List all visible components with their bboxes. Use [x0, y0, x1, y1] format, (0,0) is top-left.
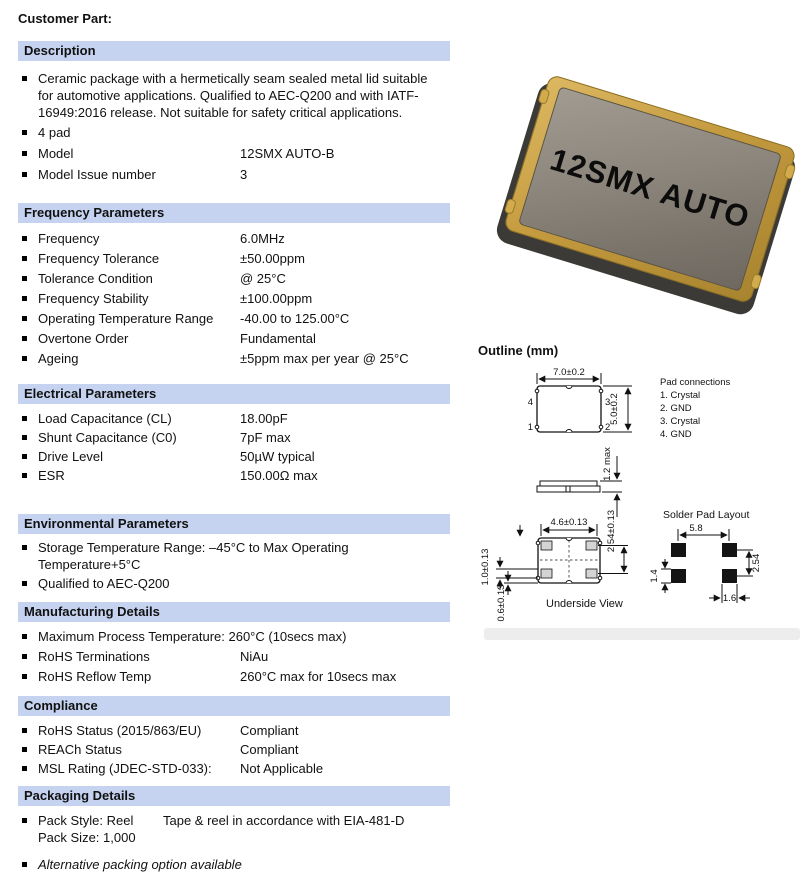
bullet-icon [22, 336, 27, 341]
dim-v-pitch: 2.54 [751, 553, 762, 573]
frequency-rows [18, 230, 450, 367]
pad-connection-1: 1. Crystal [660, 390, 701, 401]
list-item [18, 856, 450, 873]
bullet-icon [22, 296, 27, 301]
bullet-icon [22, 473, 27, 478]
param-value: ±50.00ppm [240, 251, 305, 266]
pad-connections [660, 377, 730, 440]
storage-temp-range: Storage Temperature Range: –45°C to Max Operating Temperature+5°C [38, 540, 349, 572]
param-label: Shunt Capacitance (C0) [38, 430, 177, 445]
solder-pad [722, 543, 737, 557]
param-label: REACh Status [38, 742, 122, 757]
param-value: -40.00 to 125.00°C [240, 311, 350, 326]
param-label: MSL Rating (JDEC-STD-033): [38, 761, 212, 776]
pack-style-value: Tape & reel in accordance with EIA-481-D [163, 813, 405, 828]
param-value: @ 25°C [240, 271, 286, 286]
param-row [18, 410, 450, 427]
castellation-pad [783, 163, 796, 180]
dim-width: 7.0±0.2 [553, 367, 585, 378]
dim-vert-pitch: 2.54±0.13 [606, 509, 617, 553]
electrical-rows [18, 410, 450, 484]
param-label: Frequency [38, 231, 100, 246]
bullet-icon [22, 862, 27, 867]
param-value: Compliant [240, 742, 299, 757]
bullet-icon [22, 766, 27, 771]
bullet-icon [22, 76, 27, 81]
pack-style: Pack Style: Reel [38, 813, 134, 828]
param-value: ±5ppm max per year @ 25°C [240, 351, 409, 366]
param-row [18, 648, 450, 665]
customer-part-label: Customer Part: [18, 11, 112, 26]
chip-marking: 12SMX AUTO [546, 141, 754, 236]
param-label: Model [38, 146, 74, 161]
bullet-icon [22, 581, 27, 586]
pin-number-2: 2 [605, 422, 611, 433]
section-header-environmental: Environmental Parameters [18, 514, 450, 534]
bullet-icon [22, 728, 27, 733]
bullet-icon [22, 654, 27, 659]
figure-bottom-band [484, 628, 800, 640]
param-label: Frequency Stability [38, 291, 149, 306]
list-item [18, 70, 450, 121]
parameters-column [18, 10, 450, 873]
bullet-icon [22, 236, 27, 241]
bullet-icon [22, 151, 27, 156]
section-header-electrical: Electrical Parameters [18, 384, 450, 404]
param-label: Tolerance Condition [38, 271, 153, 286]
param-row [18, 760, 450, 777]
pad-connection-3: 3. Crystal [660, 416, 701, 427]
bullet-icon [22, 416, 27, 421]
solder-pad [722, 569, 737, 583]
param-value: 18.00pF [240, 411, 288, 426]
param-label: Frequency Tolerance [38, 251, 160, 266]
underside-caption: Underside View [546, 598, 623, 610]
param-value: Fundamental [240, 331, 316, 346]
param-value: 12SMX AUTO-B [240, 146, 335, 161]
bullet-icon [22, 454, 27, 459]
param-label: Model Issue number [38, 167, 156, 182]
bullet-icon [22, 130, 27, 135]
bullet-icon [22, 674, 27, 679]
section-header-manufacturing: Manufacturing Details [18, 602, 450, 622]
param-row [18, 330, 450, 347]
section-header-description: Description [18, 41, 450, 61]
package-gold-frame [503, 74, 797, 304]
param-row [18, 250, 450, 267]
param-value: 3 [240, 167, 248, 182]
param-label: Ageing [38, 351, 79, 366]
dim-pad-width: 1.6 [722, 593, 737, 604]
max-process-temp: Maximum Process Temperature: 260°C (10secs max) [38, 629, 347, 644]
param-row [18, 668, 450, 685]
param-row [18, 741, 450, 758]
param-value: ±100.00ppm [240, 291, 313, 306]
list-item [18, 575, 450, 592]
param-label: RoHS Reflow Temp [38, 669, 152, 684]
bullet-icon [22, 316, 27, 321]
param-value: Not Applicable [240, 761, 324, 776]
param-value: 50µW typical [240, 449, 315, 464]
param-row [18, 429, 450, 446]
param-label: Drive Level [38, 449, 104, 464]
pad-connection-2: 2. GND [660, 403, 692, 414]
param-value: 150.00Ω max [240, 468, 318, 483]
section-header-frequency: Frequency Parameters [18, 203, 450, 223]
param-value: NiAu [240, 649, 269, 664]
underside-pad [586, 569, 597, 578]
packing-note: Alternative packing option available [38, 857, 242, 872]
dim-pad-length: 1.0±0.13 [480, 548, 491, 586]
description-paragraph: Ceramic package with a hermetically seam sealed metal lid suitable for automotive applications. Qualified to AEC-Q200 and with IATF-16949:2016 release. Not suitable for safety critical applications. [38, 71, 428, 120]
castellation-pad [750, 273, 763, 290]
bullet-icon [22, 256, 27, 261]
underside-view-drawing [480, 510, 628, 622]
list-item [18, 539, 450, 573]
pin-number-4: 4 [527, 397, 533, 408]
list-item [18, 124, 450, 141]
param-value: 6.0MHz [240, 231, 285, 246]
list-item [18, 628, 450, 645]
solder-pad-layout [649, 509, 762, 604]
bullet-icon [22, 276, 27, 281]
param-row [18, 145, 450, 162]
param-row [18, 310, 450, 327]
solder-pad [671, 569, 686, 583]
param-row [18, 722, 450, 739]
top-view-drawing [528, 367, 632, 433]
underside-pad [541, 569, 552, 578]
bullet-icon [22, 172, 27, 177]
solder-pad-title: Solder Pad Layout [663, 509, 750, 521]
param-row [18, 467, 450, 484]
param-label: Load Capacitance (CL) [38, 411, 172, 426]
pin-number-1: 1 [527, 422, 533, 433]
outline-diagram [476, 360, 806, 650]
param-value: 260°C max for 10secs max [240, 669, 397, 684]
bullet-icon [22, 747, 27, 752]
crystal-package [503, 74, 797, 304]
param-label: Overtone Order [38, 331, 129, 346]
param-label: Operating Temperature Range [38, 311, 214, 326]
param-row [18, 230, 450, 247]
param-row [18, 812, 450, 829]
param-label: ESR [38, 468, 65, 483]
dim-pad-height: 1.4 [649, 569, 660, 583]
param-label: RoHS Status (2015/863/EU) [38, 723, 202, 738]
solder-pad [671, 543, 686, 557]
outline-title: Outline (mm) [478, 343, 559, 358]
param-value: 7pF max [240, 430, 291, 445]
bullet-icon [22, 818, 27, 823]
product-photo [505, 72, 801, 314]
param-row [18, 448, 450, 465]
param-row [18, 270, 450, 287]
dim-h-pitch: 5.8 [689, 523, 703, 534]
param-row [18, 350, 450, 367]
section-header-compliance: Compliance [18, 696, 450, 716]
bullet-icon [22, 634, 27, 639]
param-row [18, 290, 450, 307]
dim-pad-offset: 0.6±0.13 [496, 584, 507, 622]
bullet-icon [22, 435, 27, 440]
side-view-drawing [537, 447, 622, 517]
pack-size: Pack Size: 1,000 [38, 830, 136, 845]
section-header-packaging: Packaging Details [18, 786, 450, 806]
aec-qualification: Qualified to AEC-Q200 [38, 576, 170, 591]
pad-connection-4: 4. GND [660, 429, 692, 440]
underside-pad [586, 541, 597, 550]
underside-pad [541, 541, 552, 550]
dim-thickness: 1.2 max [602, 447, 613, 481]
dim-pad-span: 4.6±0.13 [550, 517, 588, 528]
param-row [18, 166, 450, 183]
param-value: Compliant [240, 723, 299, 738]
pin-number-3: 3 [605, 397, 611, 408]
pad-connections-title: Pad connections [660, 377, 731, 388]
metal-lid [518, 86, 782, 292]
pad-count: 4 pad [38, 125, 71, 140]
bullet-icon [22, 545, 27, 550]
bullet-icon [22, 356, 27, 361]
param-label: RoHS Terminations [38, 649, 150, 664]
dim-height: 5.0±0.2 [609, 393, 620, 425]
compliance-rows [18, 722, 450, 777]
